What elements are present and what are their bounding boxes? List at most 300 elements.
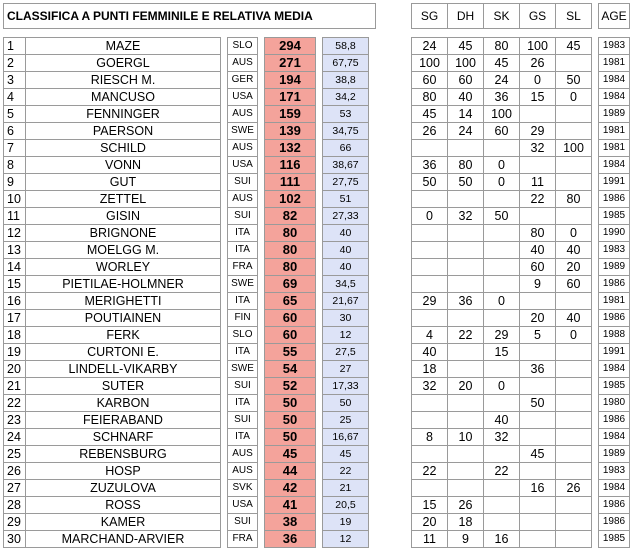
birth-year: 1983 [599,242,630,259]
athlete-name: POUTIAINEN [26,310,221,327]
table-row [4,514,630,531]
sl-points: 45 [556,38,592,55]
dh-points [448,412,484,429]
birth-year: 1989 [599,259,630,276]
table-row [4,395,630,412]
points-cell: 80 [265,259,316,276]
sk-points: 24 [484,72,520,89]
gs-points: 11 [520,174,556,191]
sk-points: 0 [484,378,520,395]
dh-points: 40 [448,89,484,106]
gs-points: 40 [520,242,556,259]
athlete-name: RIESCH M. [26,72,221,89]
nation-code: SWE [228,276,258,293]
points-cell: 116 [265,157,316,174]
sk-points: 15 [484,344,520,361]
sg-points [412,259,448,276]
sl-points [556,497,592,514]
birth-year: 1986 [599,276,630,293]
birth-year: 1989 [599,446,630,463]
nation-code: ITA [228,242,258,259]
dh-points [448,344,484,361]
gs-points [520,514,556,531]
athlete-name: REBENSBURG [26,446,221,463]
birth-year: 1981 [599,140,630,157]
athlete-name: SCHILD [26,140,221,157]
sg-points: 18 [412,361,448,378]
sl-points [556,463,592,480]
nation-code: ITA [228,293,258,310]
points-cell: 55 [265,344,316,361]
athlete-name: FERK [26,327,221,344]
average-cell: 40 [323,259,369,276]
sl-points: 60 [556,276,592,293]
nation-code: FIN [228,310,258,327]
nation-code: SUI [228,412,258,429]
sl-points [556,531,592,548]
sl-points: 80 [556,191,592,208]
average-cell: 27,33 [323,208,369,225]
birth-year: 1981 [599,293,630,310]
gs-points: 36 [520,361,556,378]
dh-points [448,361,484,378]
average-cell: 51 [323,191,369,208]
athlete-name: ROSS [26,497,221,514]
standings-table [3,3,630,548]
sk-points [484,225,520,242]
dh-points: 22 [448,327,484,344]
average-cell: 21,67 [323,293,369,310]
birth-year: 1981 [599,123,630,140]
average-cell: 30 [323,310,369,327]
header-dh: DH [448,4,484,29]
points-cell: 50 [265,395,316,412]
points-cell: 82 [265,208,316,225]
dh-points: 50 [448,174,484,191]
sk-points: 0 [484,157,520,174]
rank-cell: 18 [4,327,26,344]
sg-points [412,310,448,327]
gs-points: 60 [520,259,556,276]
athlete-name: PAERSON [26,123,221,140]
nation-code: SLO [228,38,258,55]
sk-points [484,259,520,276]
dh-points: 24 [448,123,484,140]
table-row [4,531,630,548]
birth-year: 1983 [599,38,630,55]
gs-points [520,531,556,548]
rank-cell: 29 [4,514,26,531]
sg-points: 45 [412,106,448,123]
table-row [4,293,630,310]
gs-points: 22 [520,191,556,208]
athlete-name: CURTONI E. [26,344,221,361]
table-row [4,429,630,446]
dh-points [448,191,484,208]
header-sk: SK [484,4,520,29]
rank-cell: 25 [4,446,26,463]
nation-code: SWE [228,123,258,140]
sk-points [484,361,520,378]
nation-code: ITA [228,429,258,446]
sl-points [556,412,592,429]
dh-points [448,395,484,412]
dh-points: 45 [448,38,484,55]
birth-year: 1990 [599,225,630,242]
sl-points [556,361,592,378]
nation-code: ITA [228,395,258,412]
nation-code: FRA [228,259,258,276]
sl-points: 20 [556,259,592,276]
dh-points: 26 [448,497,484,514]
gs-points: 5 [520,327,556,344]
dh-points [448,140,484,157]
average-cell: 19 [323,514,369,531]
rank-cell: 21 [4,378,26,395]
gs-points: 9 [520,276,556,293]
table-row [4,174,630,191]
rank-cell: 15 [4,276,26,293]
sl-points [556,55,592,72]
birth-year: 1991 [599,174,630,191]
sk-points [484,514,520,531]
points-cell: 60 [265,327,316,344]
average-cell: 12 [323,327,369,344]
athlete-name: MAZE [26,38,221,55]
table-row [4,412,630,429]
table-row [4,140,630,157]
average-cell: 40 [323,225,369,242]
table-row [4,497,630,514]
gs-points [520,412,556,429]
sk-points [484,191,520,208]
gs-points: 0 [520,72,556,89]
nation-code: ITA [228,225,258,242]
rank-cell: 30 [4,531,26,548]
gs-points [520,208,556,225]
rank-cell: 16 [4,293,26,310]
nation-code: USA [228,89,258,106]
nation-code: ITA [228,344,258,361]
rank-cell: 2 [4,55,26,72]
sl-points: 40 [556,242,592,259]
gs-points: 20 [520,310,556,327]
sg-points: 32 [412,378,448,395]
sg-points: 24 [412,38,448,55]
average-cell: 58,8 [323,38,369,55]
gs-points: 100 [520,38,556,55]
rank-cell: 17 [4,310,26,327]
sl-points: 40 [556,310,592,327]
athlete-name: KAMER [26,514,221,531]
rank-cell: 24 [4,429,26,446]
points-cell: 69 [265,276,316,293]
dh-points [448,259,484,276]
nation-code: AUS [228,55,258,72]
average-cell: 27 [323,361,369,378]
average-cell: 34,2 [323,89,369,106]
nation-code: FRA [228,531,258,548]
dh-points: 32 [448,208,484,225]
table-row [4,242,630,259]
sk-points: 80 [484,38,520,55]
points-cell: 294 [265,38,316,55]
sk-points [484,310,520,327]
sg-points: 8 [412,429,448,446]
athlete-name: FENNINGER [26,106,221,123]
points-cell: 111 [265,174,316,191]
sk-points: 16 [484,531,520,548]
birth-year: 1983 [599,463,630,480]
dh-points [448,310,484,327]
average-cell: 38,8 [323,72,369,89]
gs-points [520,429,556,446]
nation-code: GER [228,72,258,89]
sg-points: 11 [412,531,448,548]
sg-points: 26 [412,123,448,140]
athlete-name: VONN [26,157,221,174]
table-row [4,72,630,89]
rank-cell: 9 [4,174,26,191]
rank-cell: 8 [4,157,26,174]
points-cell: 159 [265,106,316,123]
sk-points [484,140,520,157]
sg-points [412,225,448,242]
points-cell: 54 [265,361,316,378]
dh-points: 18 [448,514,484,531]
athlete-name: GOERGL [26,55,221,72]
sk-points [484,395,520,412]
sg-points [412,140,448,157]
dh-points: 20 [448,378,484,395]
sk-points: 40 [484,412,520,429]
header-sl: SL [556,4,592,29]
birth-year: 1981 [599,55,630,72]
average-cell: 66 [323,140,369,157]
sl-points [556,514,592,531]
nation-code: AUS [228,106,258,123]
sk-points: 32 [484,429,520,446]
sk-points: 60 [484,123,520,140]
table-row [4,191,630,208]
average-cell: 16,67 [323,429,369,446]
athlete-name: KARBON [26,395,221,412]
points-cell: 60 [265,310,316,327]
athlete-name: FEIERABAND [26,412,221,429]
athlete-name: MARCHAND-ARVIER [26,531,221,548]
rank-cell: 23 [4,412,26,429]
table-row [4,259,630,276]
sl-points [556,429,592,446]
rank-cell: 20 [4,361,26,378]
sl-points [556,344,592,361]
points-cell: 44 [265,463,316,480]
average-cell: 12 [323,531,369,548]
table-row [4,208,630,225]
sk-points: 100 [484,106,520,123]
average-cell: 25 [323,412,369,429]
birth-year: 1991 [599,344,630,361]
sg-points: 20 [412,514,448,531]
sk-points: 50 [484,208,520,225]
average-cell: 34,5 [323,276,369,293]
sg-points: 0 [412,208,448,225]
sk-points: 45 [484,55,520,72]
table-row [4,378,630,395]
dh-points [448,225,484,242]
rank-cell: 7 [4,140,26,157]
dh-points: 60 [448,72,484,89]
sk-points: 0 [484,174,520,191]
birth-year: 1980 [599,395,630,412]
birth-year: 1985 [599,208,630,225]
birth-year: 1986 [599,497,630,514]
sl-points [556,174,592,191]
sk-points [484,446,520,463]
athlete-name: WORLEY [26,259,221,276]
points-cell: 132 [265,140,316,157]
nation-code: USA [228,497,258,514]
gs-points [520,344,556,361]
nation-code: SLO [228,327,258,344]
points-cell: 50 [265,429,316,446]
spacer-row [4,29,630,38]
sl-points [556,293,592,310]
sg-points: 40 [412,344,448,361]
sg-points: 15 [412,497,448,514]
rank-cell: 14 [4,259,26,276]
gs-points: 26 [520,55,556,72]
sg-points: 80 [412,89,448,106]
gs-points [520,106,556,123]
points-cell: 65 [265,293,316,310]
nation-code: AUS [228,446,258,463]
table-row [4,89,630,106]
nation-code: SUI [228,208,258,225]
gs-points: 80 [520,225,556,242]
sg-points: 36 [412,157,448,174]
birth-year: 1986 [599,514,630,531]
nation-code: SUI [228,378,258,395]
points-cell: 139 [265,123,316,140]
points-cell: 38 [265,514,316,531]
sk-points [484,480,520,497]
dh-points [448,463,484,480]
table-row [4,276,630,293]
rank-cell: 10 [4,191,26,208]
sl-points: 100 [556,140,592,157]
dh-points: 100 [448,55,484,72]
average-cell: 38,67 [323,157,369,174]
sl-points [556,395,592,412]
rank-cell: 5 [4,106,26,123]
average-cell: 20,5 [323,497,369,514]
dh-points [448,480,484,497]
sg-points: 4 [412,327,448,344]
header-row [4,4,630,29]
nation-code: USA [228,157,258,174]
dh-points: 36 [448,293,484,310]
nation-code: SWE [228,361,258,378]
athlete-name: MOELGG M. [26,242,221,259]
average-cell: 27,5 [323,344,369,361]
table-row [4,327,630,344]
table-row [4,344,630,361]
points-cell: 36 [265,531,316,548]
birth-year: 1988 [599,327,630,344]
nation-code: SVK [228,480,258,497]
sg-points [412,446,448,463]
header-gs: GS [520,4,556,29]
points-cell: 102 [265,191,316,208]
sl-points [556,157,592,174]
dh-points: 9 [448,531,484,548]
average-cell: 50 [323,395,369,412]
birth-year: 1984 [599,480,630,497]
points-cell: 50 [265,412,316,429]
gs-points: 15 [520,89,556,106]
average-cell: 21 [323,480,369,497]
sk-points: 29 [484,327,520,344]
birth-year: 1984 [599,89,630,106]
sl-points: 0 [556,225,592,242]
birth-year: 1986 [599,310,630,327]
points-cell: 171 [265,89,316,106]
rank-cell: 3 [4,72,26,89]
rank-cell: 12 [4,225,26,242]
table-row [4,361,630,378]
athlete-name: LINDELL-VIKARBY [26,361,221,378]
table-row [4,310,630,327]
athlete-name: HOSP [26,463,221,480]
points-cell: 80 [265,242,316,259]
sl-points [556,123,592,140]
points-cell: 194 [265,72,316,89]
gs-points: 16 [520,480,556,497]
nation-code: AUS [228,140,258,157]
sl-points: 0 [556,327,592,344]
sg-points: 50 [412,174,448,191]
birth-year: 1984 [599,429,630,446]
dh-points [448,276,484,293]
sk-points: 36 [484,89,520,106]
dh-points [448,242,484,259]
dh-points [448,446,484,463]
average-cell: 22 [323,463,369,480]
sl-points [556,446,592,463]
sg-points [412,276,448,293]
birth-year: 1984 [599,361,630,378]
rank-cell: 27 [4,480,26,497]
gs-points: 29 [520,123,556,140]
average-cell: 67,75 [323,55,369,72]
table-row [4,55,630,72]
athlete-name: GUT [26,174,221,191]
header-age: AGE [599,4,630,29]
rank-cell: 1 [4,38,26,55]
average-cell: 40 [323,242,369,259]
table-row [4,225,630,242]
dh-points: 80 [448,157,484,174]
athlete-name: MERIGHETTI [26,293,221,310]
sl-points: 26 [556,480,592,497]
dh-points: 14 [448,106,484,123]
gs-points [520,378,556,395]
rank-cell: 11 [4,208,26,225]
gs-points: 50 [520,395,556,412]
sk-points [484,276,520,293]
sl-points: 0 [556,89,592,106]
